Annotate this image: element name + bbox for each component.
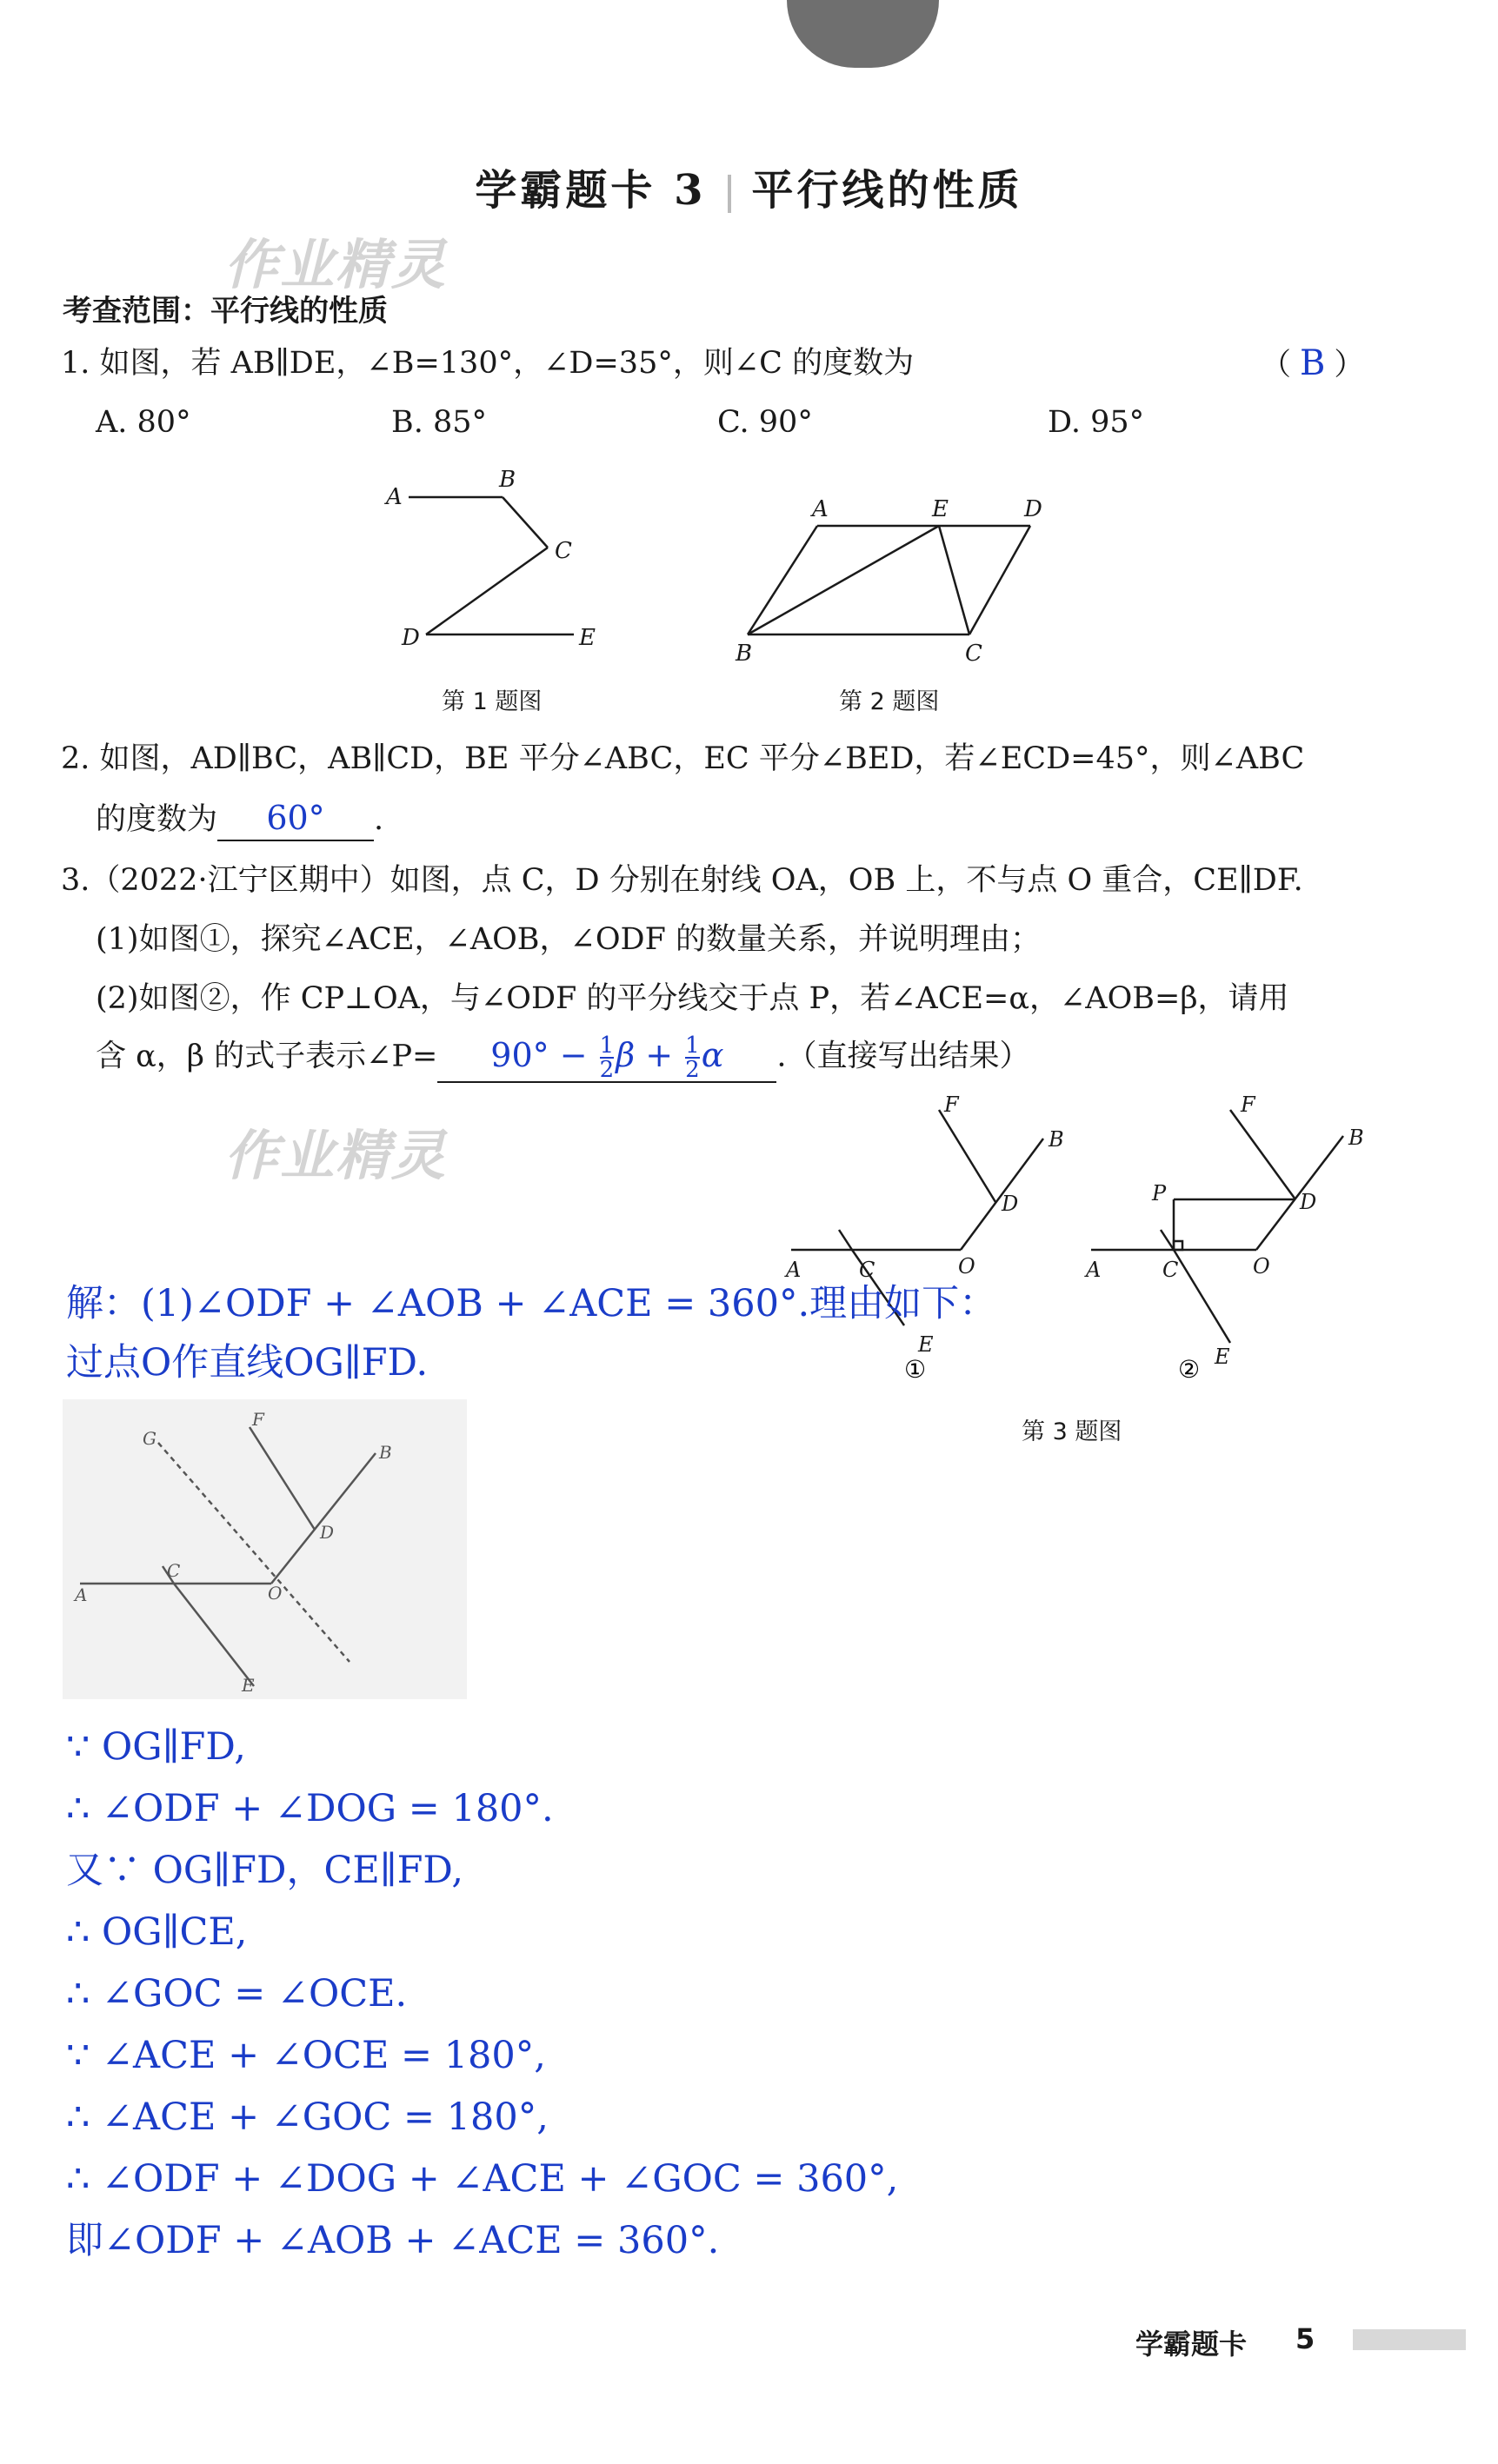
q1-option-d: D. 95° [1048,405,1145,440]
scope-label: 考查范围：平行线的性质 [63,294,388,329]
fig1-caption: 第 1 题图 [442,688,543,715]
fig1-label-a: A [386,484,403,510]
page-number: 5 [1295,2322,1315,2355]
q2-stem: 2. 如图，AD∥BC，AB∥CD，BE 平分∠ABC，EC 平分∠BED，若∠ECD=45°，则∠ABC [61,741,1305,776]
solfig-label-c: C [167,1560,181,1581]
fig3b-label-e: E [1215,1345,1230,1369]
figure-2 [722,487,1061,669]
figure-1 [374,461,635,661]
fig3a-sub: ① [904,1355,927,1384]
fig2-label-d: D [1024,496,1042,522]
q2-line2: 的度数为 60° . [96,798,383,841]
solfig-label-o: O [268,1583,283,1604]
q3-part2-line2: 含 α，β 的式子表示∠P= 90° − $\frac{1}{2}$ β + $\frac{1}{2}$ α .（直接写出结果） [96,1033,1030,1083]
solution-figure [63,1399,467,1699]
fig3b-label-p: P [1152,1181,1167,1205]
watermark: 作业精灵 [224,233,448,296]
fig3a-label-c: C [859,1258,875,1282]
footer-label: 学霸题卡 [1135,2328,1248,2361]
solfig-label-d: D [320,1522,335,1543]
fig3b-label-b: B [1348,1126,1364,1150]
solfig-label-a: A [75,1584,88,1605]
top-decoration [787,0,939,68]
fig3a-label-f: F [944,1093,959,1117]
fig3a-label-o: O [958,1254,975,1278]
fig3a-label-d: D [1002,1192,1019,1216]
solution-step-3: 又∵ OG∥FD，CE∥FD, [66,1849,464,1892]
watermark: 作业精灵 [224,1124,448,1187]
solution-step-5: ∴ ∠GOC = ∠OCE. [66,1972,408,2016]
fig3b-label-c: C [1162,1258,1179,1282]
q1-option-b: B. 85° [391,405,488,440]
solfig-label-b: B [379,1442,392,1463]
solution-line-1: 解：(1)∠ODF + ∠AOB + ∠ACE = 360°.理由如下： [66,1282,997,1325]
fig3b-label-d: D [1300,1190,1317,1214]
fig1-label-c: C [555,538,572,564]
solfig-label-g: G [143,1428,156,1449]
q3-answer: 90° − $\frac{1}{2}$ β + $\frac{1}{2}$ α [490,1033,724,1083]
fig3-caption: 第 3 题图 [1022,1418,1122,1445]
footer-bar [1353,2329,1466,2350]
fig1-label-e: E [579,625,596,651]
solution-step-7: ∴ ∠ACE + ∠GOC = 180°, [66,2095,549,2139]
solution-step-6: ∵ ∠ACE + ∠OCE = 180°, [66,2034,546,2077]
fig3a-label-b: B [1049,1127,1064,1152]
q1-answer: B [1300,343,1326,383]
solution-step-2: ∴ ∠ODF + ∠DOG = 180°. [66,1787,554,1830]
figure-3-1 [774,1091,1087,1386]
fig3b-label-f: F [1241,1093,1255,1117]
figure-3-2 [1082,1091,1395,1386]
q3-part2: (2)如图②，作 CP⊥OA，与∠ODF 的平分线交于点 P，若∠ACE=α，∠AOB=β，请用 [96,981,1289,1016]
fig2-label-b: B [736,641,753,667]
fig2-label-e: E [932,496,949,522]
solution-line-2: 过点O作直线OG∥FD. [66,1341,429,1385]
fig3b-label-o: O [1253,1254,1270,1278]
q1-answer-bracket: （ B ） [1261,343,1365,383]
fig1-label-b: B [499,467,516,493]
solution-step-1: ∵ OG∥FD, [66,1725,246,1769]
q1-stem: 1. 如图，若 AB∥DE，∠B=130°，∠D=35°，则∠C 的度数为 [61,346,915,381]
fig3a-label-a: A [786,1258,802,1282]
solution-step-4: ∴ OG∥CE, [66,1910,248,1954]
solution-step-9: 即∠ODF + ∠AOB + ∠ACE = 360°. [66,2219,720,2262]
fig2-label-a: A [812,496,829,522]
fig3b-label-a: A [1086,1258,1102,1282]
q3-stem: 3.（2022·江宁区期中）如图，点 C，D 分别在射线 OA，OB 上，不与点 O 重合，CE∥DF. [61,863,1303,898]
fig3a-label-e: E [918,1332,934,1357]
solution-step-8: ∴ ∠ODF + ∠DOG + ∠ACE + ∠GOC = 360°, [66,2157,899,2201]
fig3b-sub: ② [1178,1355,1201,1384]
q3-part1: (1)如图①，探究∠ACE，∠AOB，∠ODF 的数量关系，并说明理由； [96,922,1042,957]
solfig-label-e: E [242,1675,255,1696]
q1-option-a: A. 80° [96,405,191,440]
fig2-caption: 第 2 题图 [839,688,940,715]
fig1-label-d: D [402,625,420,651]
q2-answer: 60° [266,799,325,837]
page-title: 学霸题卡 3 平行线的性质 [475,166,1023,215]
q1-option-c: C. 90° [717,405,813,440]
solfig-label-f: F [252,1409,264,1430]
fig2-label-c: C [965,641,982,667]
